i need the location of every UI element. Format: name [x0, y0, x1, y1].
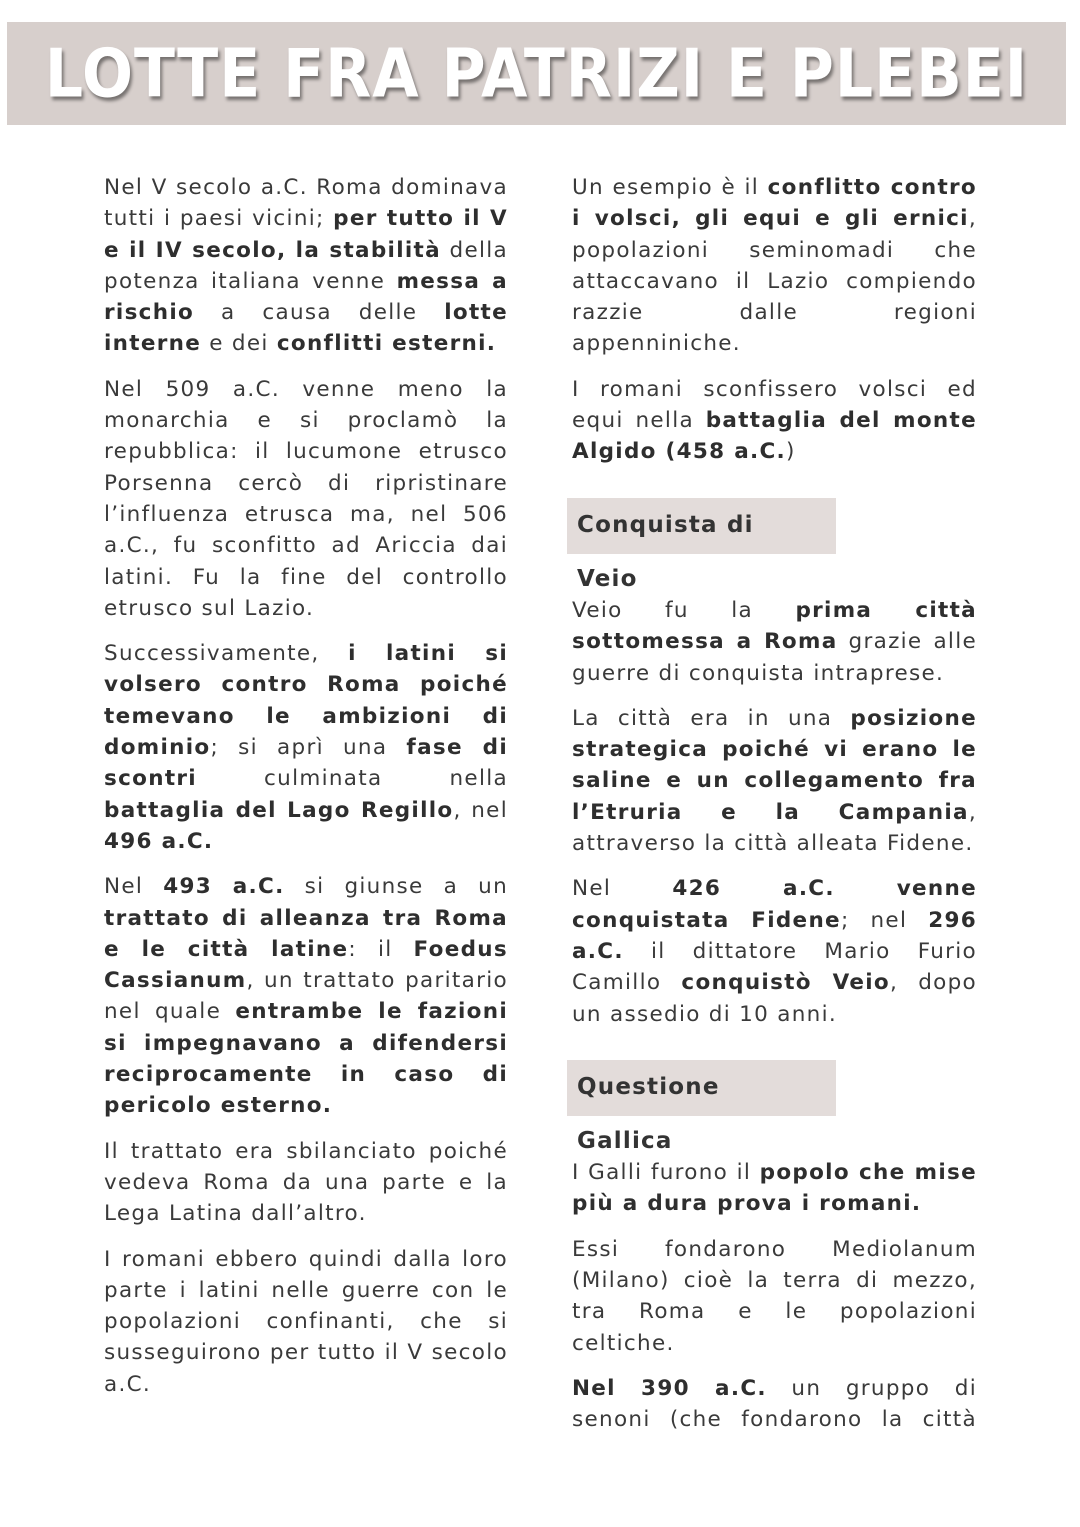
- paragraph: Nel 493 a.C. si giunse a un trattato di alleanza tra Roma e le città latine: il Foedus Cassianum, un trattato paritario nel quale entrambe le fazioni si impegnavano a difendersi reciprocamente in caso di pericolo esterno.: [104, 874, 508, 1119]
- paragraph: Essi fondarono Mediolanum (Milano) cioè la terra di mezzo, tra Roma e le popolazioni celtiche.: [572, 1236, 977, 1356]
- paragraph: Nel 426 a.C. venne conquistata Fidene; nel 296 a.C. il dittatore Mario Furio Camillo conquistò Veio, dopo un assedio di 10 anni.: [572, 876, 977, 1027]
- paragraph: Il trattato era sbilanciato poiché vedeva Roma da una parte e la Lega Latina dall’altro.: [104, 1138, 508, 1227]
- paragraph: Nel 390 a.C. un gruppo di senoni (che fondarono la città: [572, 1375, 977, 1433]
- paragraph: Un esempio è il conflitto contro i volsci, gli equi e gli ernici, popolazioni seminomadi che attaccavano il Lazio compiendo razzie dalle regioni appenniniche.: [572, 175, 977, 357]
- paragraph: Nel 509 a.C. venne meno la monarchia e si proclamò la repubblica: il lucumone etrusco Porsenna cercò di ripristinare l’influenza etrusca ma, nel 506 a.C., fu sconfitto ad Ariccia dai latini. Fu la fine del controllo etrusco sul Lazio.: [104, 376, 508, 621]
- paragraph: Nel V secolo a.C. Roma dominava tutti i paesi vicini; per tutto il V e il IV secolo, la stabilità della potenza italiana venne messa a rischio a causa delle lotte interne e dei conflitti esterni.: [104, 175, 508, 357]
- section-heading-gallica: Questione Gallica: [567, 1060, 836, 1116]
- paragraph: Veio fu la prima città sottomessa a Roma grazie alle guerre di conquista intraprese.: [572, 597, 977, 686]
- section-heading-veio: Conquista di Veio: [567, 498, 836, 554]
- title-banner: [7, 22, 1066, 125]
- page-title: LOTTE FRA PATRIZI E PLEBEI: [44, 34, 1029, 113]
- left-column: [104, 172, 508, 1414]
- paragraph: I Galli furono il popolo che mise più a dura prova i romani.: [572, 1160, 978, 1217]
- paragraph: I romani sconfissero volsci ed equi nella battaglia del monte Algido (458 a.C.): [572, 376, 977, 465]
- paragraph: La città era in una posizione strategica poiché vi erano le saline e un collegamento fra l’Etruria e la Campania, attraverso la città alleata Fidene.: [572, 705, 977, 857]
- right-column: [572, 172, 977, 1450]
- paragraph: Successivamente, i latini si volsero contro Roma poiché temevano le ambizioni di dominio; si aprì una fase di scontri culminata nella battaglia del Lago Regillo, nel 496 a.C.: [104, 641, 508, 854]
- paragraph: I romani ebbero quindi dalla loro parte i latini nelle guerre con le popolazioni confinanti, che si susseguirono per tutto il V secolo a.C.: [104, 1246, 508, 1397]
